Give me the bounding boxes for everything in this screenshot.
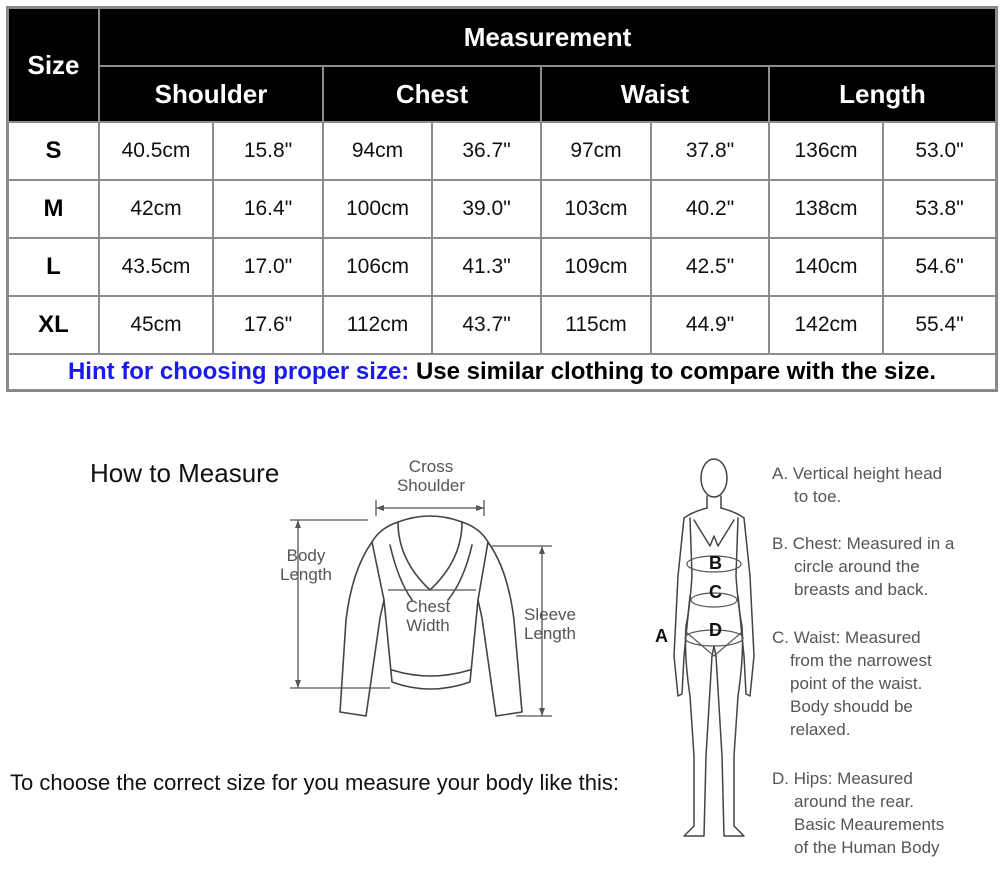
note-line: B. Chest: Measured in a <box>772 534 955 553</box>
shoulder-in-cell: 16.4" <box>213 180 323 238</box>
length-cm-cell: 138cm <box>769 180 883 238</box>
note-vertical-height <box>772 462 942 508</box>
shoulder-in-cell: 17.6" <box>213 296 323 354</box>
length-in-cell: 53.8" <box>883 180 996 238</box>
chest-cm-cell: 112cm <box>323 296 432 354</box>
note-line: to toe. <box>794 487 842 506</box>
note-line: of the Human Body <box>794 838 940 857</box>
shoulder-cm-cell: 40.5cm <box>99 122 213 180</box>
shoulder-cm-cell: 45cm <box>99 296 213 354</box>
measurement-header: Measurement <box>99 8 996 66</box>
chest-in-cell: 41.3" <box>432 238 541 296</box>
length-in-cell: 54.6" <box>883 238 996 296</box>
note-hips <box>772 767 944 859</box>
chest-cm-cell: 106cm <box>323 238 432 296</box>
table-row <box>8 238 996 296</box>
body-letter-a: A <box>655 626 668 646</box>
sleeve-length-label-line: Sleeve <box>524 605 576 624</box>
waist-cm-cell: 97cm <box>541 122 651 180</box>
hint-label: Hint for choosing proper size: <box>67 358 410 385</box>
note-line: around the rear. <box>794 792 915 811</box>
chest-in-cell: 39.0" <box>432 180 541 238</box>
measure-instruction: To choose the correct size for you measure your body like this: <box>10 770 619 795</box>
length-in-cell: 53.0" <box>883 122 996 180</box>
hint-text: Use similar clothing to compare with the size. <box>409 358 937 385</box>
note-line: circle around the <box>794 557 920 576</box>
chest-in-cell: 43.7" <box>432 296 541 354</box>
table-row <box>8 180 996 238</box>
shoulder-cm-cell: 43.5cm <box>99 238 213 296</box>
body-figure-illustration <box>664 456 764 846</box>
chest-width-label-line: Chest <box>405 597 451 616</box>
body-length-label-line: Length <box>280 565 332 584</box>
body-letter-d: D <box>709 620 722 640</box>
size-cell: M <box>8 180 99 238</box>
group-header-shoulder: Shoulder <box>99 66 323 122</box>
group-header-waist: Waist <box>541 66 769 122</box>
shoulder-cm-cell: 42cm <box>99 180 213 238</box>
length-in-cell: 55.4" <box>883 296 996 354</box>
size-hint <box>8 354 996 390</box>
note-line: from the narrowest <box>790 651 932 670</box>
cross-shoulder-label-line: Shoulder <box>396 476 466 495</box>
chest-cm-cell: 94cm <box>323 122 432 180</box>
size-cell: XL <box>8 296 99 354</box>
note-line: Body shoudd be <box>790 697 913 716</box>
shoulder-in-cell: 15.8" <box>213 122 323 180</box>
chest-width-label <box>398 597 458 635</box>
note-line: D. Hips: Measured <box>772 769 913 788</box>
size-cell: L <box>8 238 99 296</box>
body-letter-c: C <box>709 582 722 602</box>
waist-cm-cell: 109cm <box>541 238 651 296</box>
size-cell: S <box>8 122 99 180</box>
sleeve-length-label-line: Length <box>524 624 576 643</box>
table-row <box>8 122 996 180</box>
group-header-chest: Chest <box>323 66 541 122</box>
how-to-measure-title: How to Measure <box>90 458 280 488</box>
waist-in-cell: 40.2" <box>651 180 769 238</box>
body-letter-b: B <box>709 553 722 573</box>
length-cm-cell: 140cm <box>769 238 883 296</box>
note-line: A. Vertical height head <box>772 464 943 483</box>
chest-width-label-line: Width <box>406 616 450 635</box>
body-length-label-line: Body <box>286 546 326 565</box>
length-cm-cell: 136cm <box>769 122 883 180</box>
size-chart-table <box>6 6 998 392</box>
body-length-label <box>276 546 336 584</box>
table-row <box>8 296 996 354</box>
size-header: Size <box>8 8 99 122</box>
waist-in-cell: 44.9" <box>651 296 769 354</box>
note-waist <box>772 626 932 741</box>
group-header-length: Length <box>769 66 996 122</box>
chest-cm-cell: 100cm <box>323 180 432 238</box>
chest-in-cell: 36.7" <box>432 122 541 180</box>
note-line: Basic Meaurements <box>794 815 945 834</box>
length-cm-cell: 142cm <box>769 296 883 354</box>
shoulder-in-cell: 17.0" <box>213 238 323 296</box>
cross-shoulder-label <box>386 457 476 495</box>
note-line: relaxed. <box>790 720 851 739</box>
waist-in-cell: 37.8" <box>651 122 769 180</box>
note-chest <box>772 532 954 601</box>
cross-shoulder-label-line: Cross <box>408 457 454 476</box>
note-line: point of the waist. <box>790 674 923 693</box>
sleeve-length-label <box>518 605 582 643</box>
note-line: breasts and back. <box>794 580 929 599</box>
note-line: C. Waist: Measured <box>772 628 921 647</box>
waist-cm-cell: 103cm <box>541 180 651 238</box>
waist-in-cell: 42.5" <box>651 238 769 296</box>
waist-cm-cell: 115cm <box>541 296 651 354</box>
